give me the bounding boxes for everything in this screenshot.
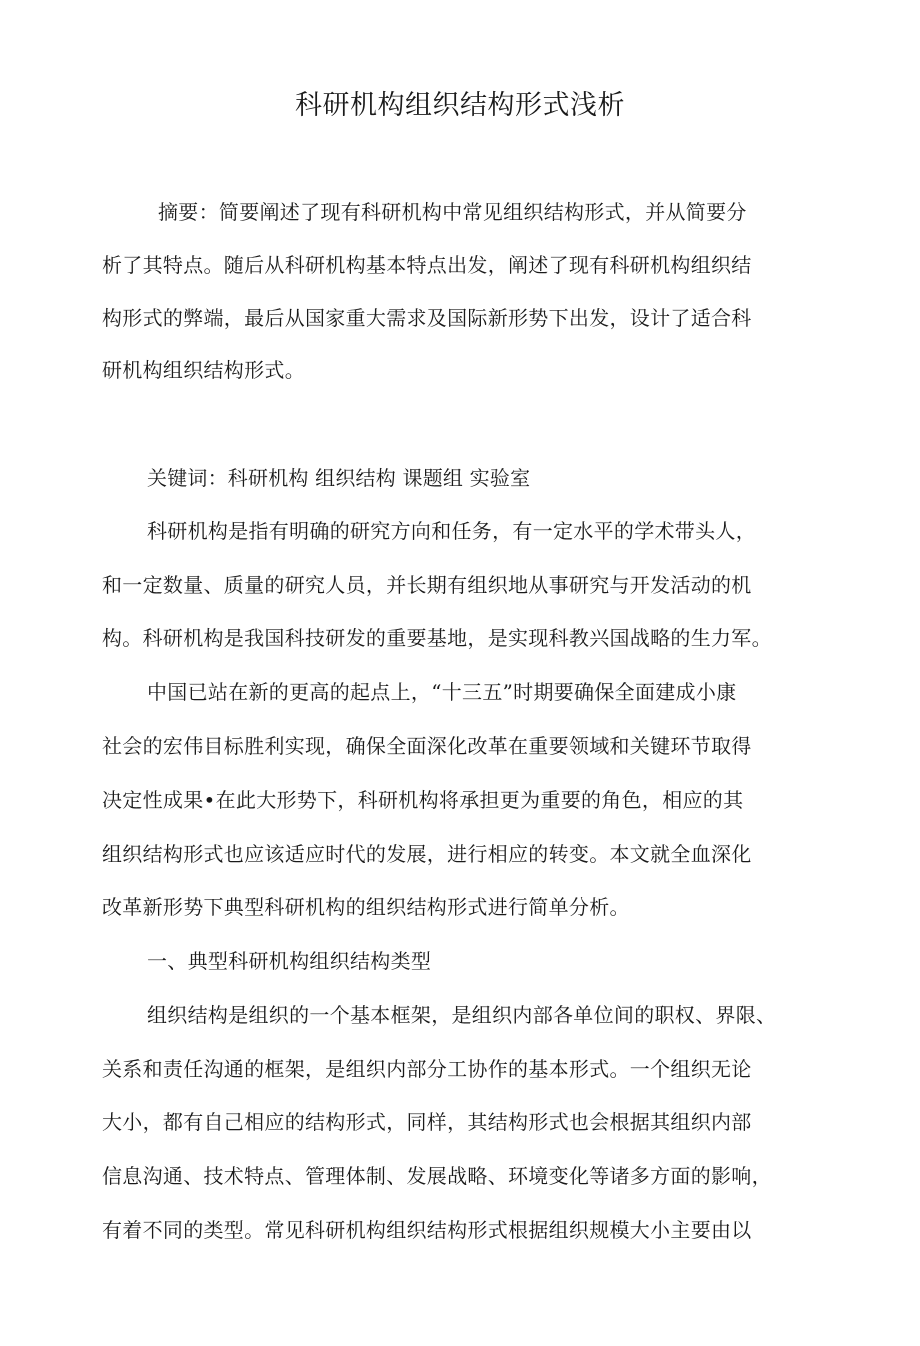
paragraph-line: 组织结构形式也应该适应时代的发展，进行相应的转变。本文就全血深化 <box>102 842 752 866</box>
paragraph-line: 关系和责任沟通的框架，是组织内部分工协作的基本形式。一个组织无论 <box>102 1057 752 1081</box>
abstract-line-4: 研机构组织结构形式。 <box>102 358 305 382</box>
paragraph-line: 决定性成果•在此大形势下，科研机构将承担更为重要的角色，相应的其 <box>102 788 744 812</box>
paragraph-line: 中国已站在新的更高的起点上，“十三五”时期要确保全面建成小康 <box>147 680 737 704</box>
abstract-line-1: 摘要：简要阐述了现有科研机构中常见组织结构形式，并从简要分 <box>158 200 747 224</box>
keywords-line: 关键词：科研机构 组织结构 课题组 实验室 <box>147 466 531 490</box>
paragraph-line: 大小，都有自己相应的结构形式，同样，其结构形式也会根据其组织内部 <box>102 1110 752 1134</box>
abstract-line-3: 构形式的弊端，最后从国家重大需求及国际新形势下出发，设计了适合科 <box>102 306 752 330</box>
paragraph-line: 和一定数量、质量的研究人员，并长期有组织地从事研究与开发活动的机 <box>102 573 752 597</box>
paragraph-line: 信息沟通、技术特点、管理体制、发展战略、环境变化等诸多方面的影响， <box>102 1164 772 1188</box>
paragraph-line: 科研机构是指有明确的研究方向和任务，有一定水平的学术带头人， <box>147 519 756 543</box>
section-heading: 一、典型科研机构组织结构类型 <box>147 949 432 973</box>
abstract-line-2: 析了其特点。随后从科研机构基本特点出发，阐述了现有科研机构组织结 <box>102 253 752 277</box>
document-title: 科研机构组织结构形式浅析 <box>295 90 625 121</box>
paragraph-line: 组织结构是组织的一个基本框架，是组织内部各单位间的职权、界限、 <box>147 1003 777 1027</box>
paragraph-line: 改革新形势下典型科研机构的组织结构形式进行简单分析。 <box>102 895 630 919</box>
paragraph-line: 构。科研机构是我国科技研发的重要基地，是实现科教兴国战略的生力军。 <box>102 626 772 650</box>
paragraph-line: 社会的宏伟目标胜利实现，确保全面深化改革在重要领域和关键环节取得 <box>102 734 752 758</box>
paragraph-line: 有着不同的类型。常见科研机构组织结构形式根据组织规模大小主要由以 <box>102 1218 752 1242</box>
